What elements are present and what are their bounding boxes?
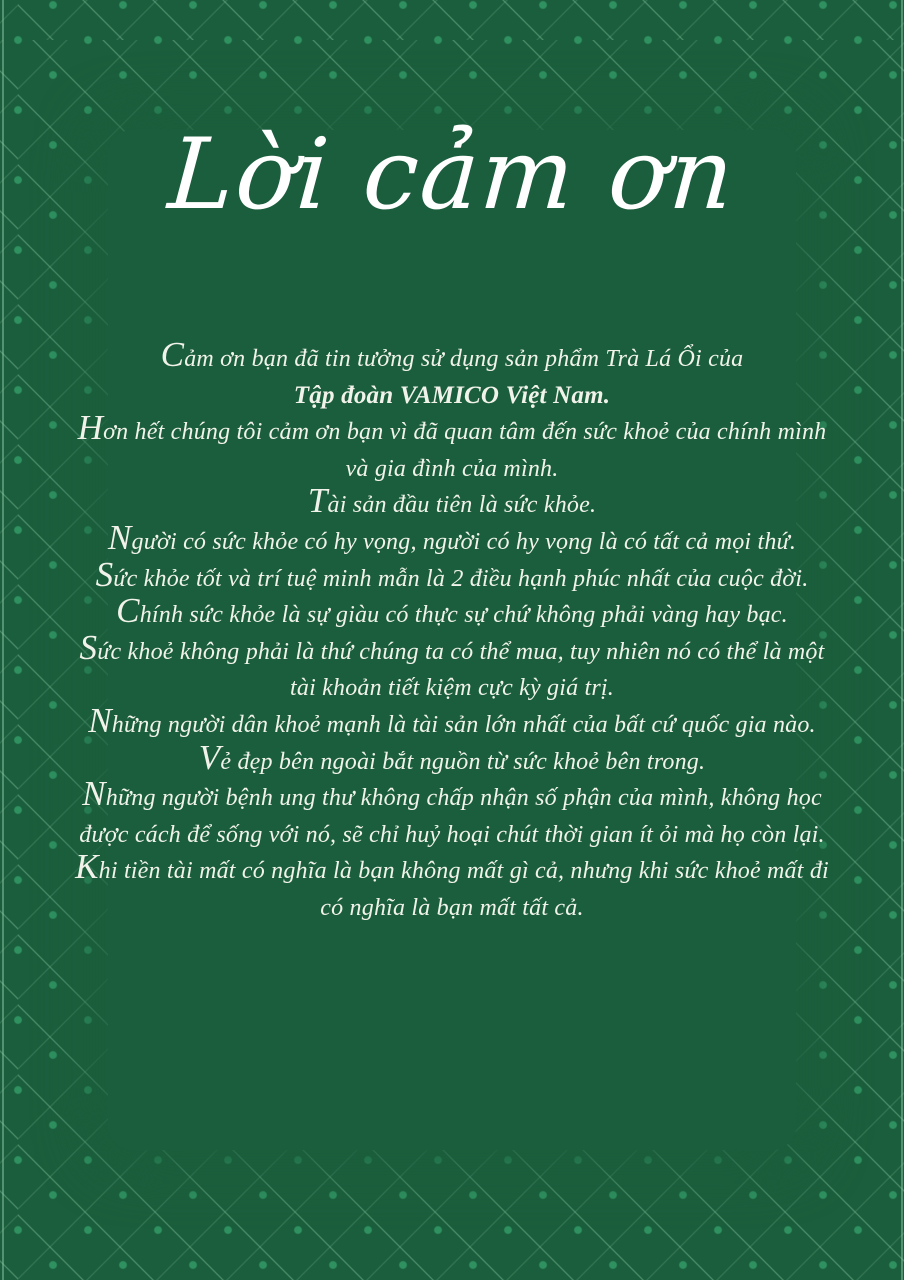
body-line: Sức khoẻ không phải là thứ chúng ta có thể mua, tuy nhiên nó có thể là một	[79, 627, 825, 667]
drop-cap: S	[79, 627, 98, 667]
drop-cap: K	[75, 847, 99, 887]
drop-cap: C	[116, 591, 140, 631]
body-line: có nghĩa là bạn mất tất cả.	[320, 894, 584, 921]
drop-cap: H	[77, 408, 104, 448]
body-line: Những người bệnh ung thư không chấp nhận số phận của mình, không học	[82, 774, 822, 814]
body-line: Tài sản đầu tiên là sức khỏe.	[307, 481, 597, 521]
body-line: Sức khỏe tốt và trí tuệ minh mẫn là 2 điều hạnh phúc nhất của cuộc đời.	[95, 554, 809, 594]
drop-cap: T	[307, 481, 328, 521]
body-line: Người có sức khỏe có hy vọng, người có hy vọng là có tất cả mọi thứ.	[107, 517, 797, 557]
body-line: Khi tiền tài mất có nghĩa là bạn không mất gì cả, nhưng khi sức khoẻ mất đi	[75, 847, 829, 887]
body-line: được cách để sống với nó, sẽ chỉ huỷ hoại chút thời gian ít ỏi mà họ còn lại.	[79, 821, 825, 848]
drop-cap: N	[107, 517, 132, 557]
drop-cap: S	[95, 554, 114, 594]
message-text	[0, 335, 904, 927]
drop-cap: V	[198, 737, 221, 777]
body-line: Tập đoàn VAMICO Việt Nam.	[293, 381, 611, 409]
body-line: Chính sức khỏe là sự giàu có thực sự chứ không phải vàng hay bạc.	[116, 591, 788, 631]
page-title: Lời cảm ơn	[164, 118, 740, 232]
body-line: và gia đình của mình.	[345, 455, 559, 482]
body-line: Những người dân khoẻ mạnh là tài sản lớn nhất của bất cứ quốc gia nào.	[88, 700, 816, 740]
body-line: Cảm ơn bạn đã tin tưởng sử dụng sản phẩm Trà Lá Ổi của	[160, 335, 744, 374]
drop-cap: N	[88, 700, 112, 740]
body-line: Vẻ đẹp bên ngoài bắt nguồn từ sức khoẻ bên trong.	[198, 737, 706, 777]
body-line: Hơn hết chúng tôi cảm ơn bạn vì đã quan tâm đến sức khoẻ của chính mình	[77, 408, 827, 448]
drop-cap: C	[160, 335, 185, 374]
body-line: tài khoản tiết kiệm cực kỳ giá trị.	[290, 675, 614, 702]
drop-cap: N	[82, 774, 106, 814]
